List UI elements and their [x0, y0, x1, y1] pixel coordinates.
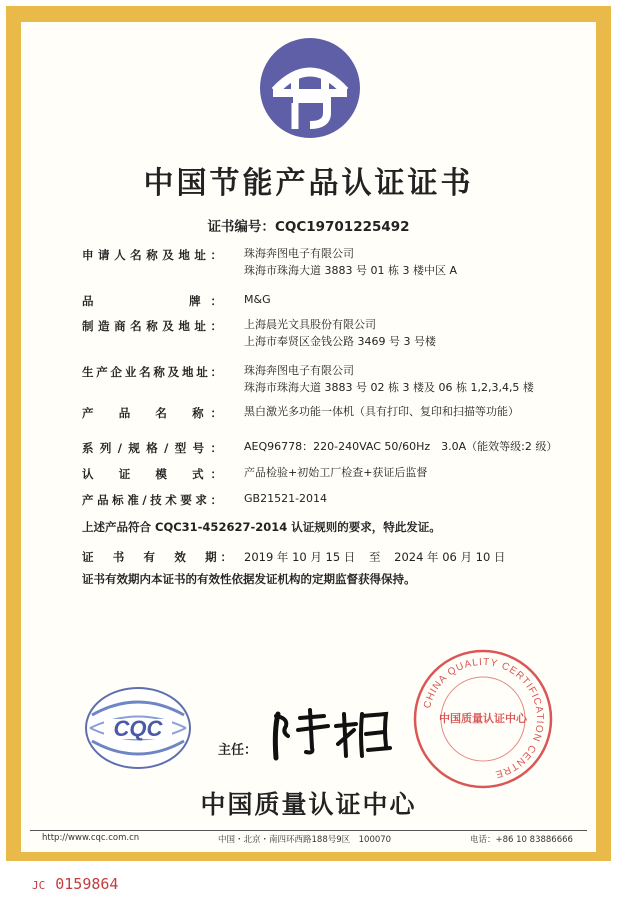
applicant-address: 珠海市珠海大道 3883 号 01 栋 3 楼中区 A	[244, 264, 457, 277]
validity-dates	[244, 549, 505, 565]
director-label: 主任：	[218, 743, 258, 758]
validity-from: 2019 年 10 月 15 日	[244, 550, 356, 564]
cqc-logo	[82, 683, 194, 773]
manufacturer-address: 上海市奉贤区金钱公路 3469 号 3 号楼	[244, 335, 436, 348]
product-name-value: 黑白激光多功能一体机（具有打印、复印和扫描等功能）	[244, 405, 519, 418]
factory-label: 生产企业名称及地址：	[82, 365, 222, 379]
applicant-value	[244, 245, 569, 279]
director-signature	[258, 700, 398, 764]
applicant-name: 珠海奔图电子有限公司	[244, 247, 354, 260]
manufacturer-value	[244, 316, 569, 350]
energy-saving-logo	[255, 33, 365, 143]
applicant-label: 申请人名称及地址：	[82, 248, 222, 262]
footer-phone: 电话：+86 10 83886666	[470, 835, 573, 845]
validity-label: 证 书 有 效 期：	[82, 550, 232, 564]
certificate-number-value: CQC19701225492	[274, 219, 410, 235]
cert-mode-value: 产品检验+初始工厂检查+获证后监督	[244, 466, 428, 479]
standard-label: 产品标准/技术要求：	[82, 493, 222, 507]
certificate-number-label: 证书编号：	[207, 219, 275, 235]
brand-label: 品 牌：	[82, 294, 222, 308]
serial-value: 0159864	[55, 875, 119, 893]
certificate-title: 中国节能产品认证证书	[143, 166, 474, 201]
seal-inner-text: 中国质量认证中心	[439, 712, 527, 725]
serial-number	[32, 875, 118, 893]
validity-to: 2024 年 06 月 10 日	[394, 550, 506, 564]
cert-mode-label: 认 证 模 式：	[82, 467, 222, 481]
seal-ring-text: CHINA QUALITY CERTIFICATION CENTRE	[422, 656, 546, 780]
model-value: AEQ96778：220-240VAC 50/60Hz 3.0A（能效等级:2 级）	[244, 440, 558, 453]
official-seal	[412, 648, 554, 790]
standard-value: GB21521-2014	[244, 492, 328, 505]
footer-website: http://www.cqc.com.cn	[42, 833, 140, 843]
issuer-name: 中国质量认证中心	[200, 790, 417, 819]
factory-address: 珠海市珠海大道 3883 号 02 栋 3 楼及 06 栋 1,2,3,4,5 楼	[244, 381, 534, 394]
manufacturer-label: 制造商名称及地址：	[82, 319, 222, 333]
cqc-logo-text: CQC	[113, 716, 163, 741]
validity-note: 证书有效期内本证书的有效性依据发证机构的定期监督获得保持。	[82, 572, 416, 586]
footer-divider	[30, 830, 587, 831]
conformity-statement: 上述产品符合 CQC31-452627-2014 认证规则的要求，特此发证。	[82, 520, 441, 534]
factory-name: 珠海奔图电子有限公司	[244, 364, 354, 377]
validity-to-word: 至	[368, 550, 381, 564]
serial-prefix: JC	[32, 879, 46, 892]
manufacturer-name: 上海晨光文具股份有限公司	[244, 318, 376, 331]
factory-value	[244, 362, 569, 396]
model-label: 系列/规格/型号：	[82, 441, 222, 455]
brand-value: M&G	[244, 293, 271, 306]
certificate-number	[0, 215, 617, 235]
footer-address: 中国・北京・南四环西路188号9区 100070	[218, 835, 392, 845]
product-name-label: 产 品 名 称：	[82, 406, 222, 420]
